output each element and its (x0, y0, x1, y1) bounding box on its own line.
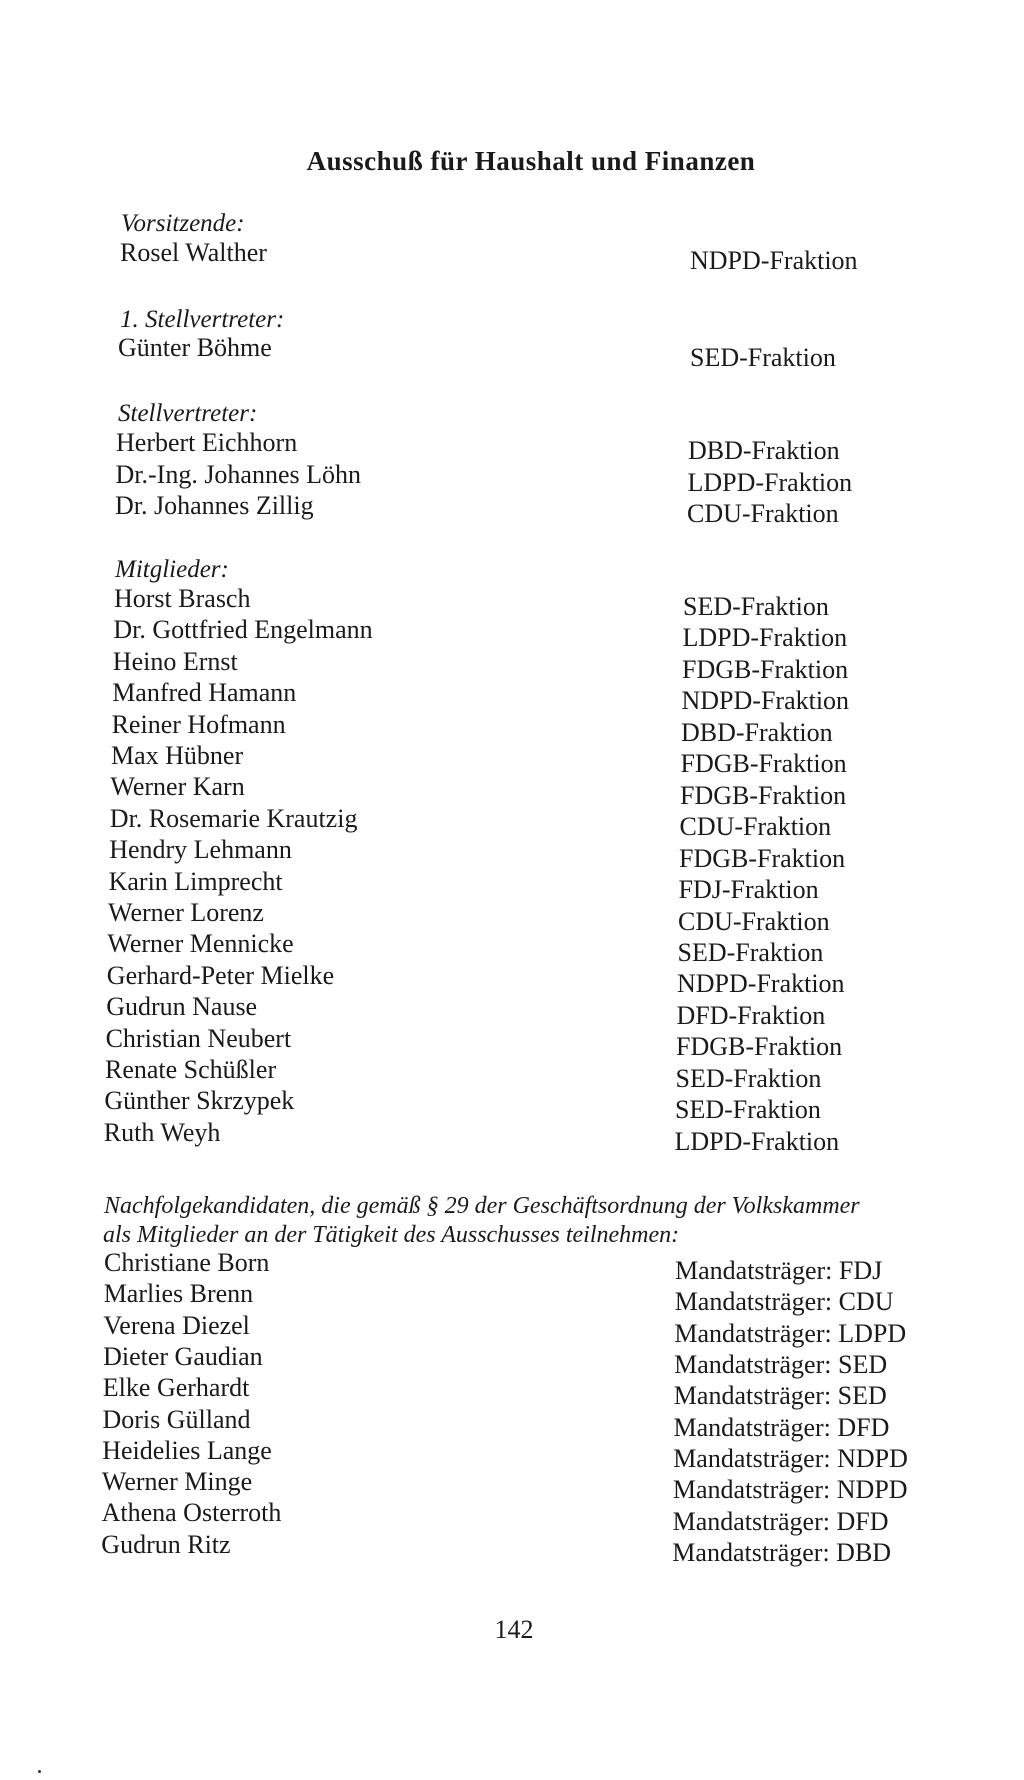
deputy-row-name: Dr. Johannes Zillig (115, 491, 314, 520)
member-row-name: Karin Limprecht (108, 866, 283, 896)
successor-row-mandate: Mandatsträger: DBD (672, 1538, 892, 1568)
successor-row-mandate: Mandatsträger: DFD (672, 1506, 889, 1536)
member-row-party: FDJ-Fraktion (678, 875, 819, 905)
deputy-row-name: Herbert Eichhorn (116, 428, 298, 457)
successor-row (0, 1341, 1024, 1380)
member-row-party: DBD-Fraktion (681, 717, 833, 747)
member-row-party: NDPD-Fraktion (677, 969, 845, 999)
member-row-party: FDGB-Fraktion (680, 749, 847, 779)
member-row-name: Gerhard-Peter Mielke (106, 960, 335, 990)
first-deputy-party: SED-Fraktion (690, 343, 836, 372)
successor-row-name: Dieter Gaudian (103, 1341, 263, 1371)
page-number: 142 (494, 1615, 534, 1644)
successor-row-name: Verena Diezel (103, 1310, 250, 1340)
deputy-row-party: CDU-Fraktion (687, 499, 839, 528)
member-row-name: Manfred Hamann (112, 678, 297, 708)
deputies-label: Stellvertreter: (118, 400, 258, 427)
member-row-party: FDGB-Fraktion (676, 1032, 843, 1062)
member-row-name: Werner Mennicke (107, 929, 294, 959)
member-row (0, 866, 1024, 905)
member-row-party: SED-Fraktion (683, 592, 829, 621)
page-title: Ausschuß für Haushalt und Finanzen (306, 146, 756, 176)
member-row (0, 646, 1024, 684)
member-row-name: Gudrun Nause (106, 992, 258, 1022)
successors-note-line2: als Mitglieder an der Tätigkeit des Ausschusses teilnehmen: (103, 1222, 680, 1248)
member-row-party: FDGB-Fraktion (679, 843, 846, 873)
first-deputy-name: Günter Böhme (118, 333, 272, 362)
member-row-name: Dr. Rosemarie Krautzig (109, 803, 358, 833)
member-row-party: CDU-Fraktion (678, 906, 830, 936)
successor-row-mandate: Mandatsträger: LDPD (674, 1318, 907, 1348)
member-row-name: Max Hübner (111, 741, 244, 770)
member-row-name: Horst Brasch (114, 584, 251, 613)
member-row (0, 1117, 1024, 1156)
deputy-row-party: DBD-Fraktion (688, 436, 840, 465)
member-row-party: CDU-Fraktion (679, 812, 832, 842)
successor-row-mandate: Mandatsträger: NDPD (673, 1444, 908, 1474)
successor-row-name: Werner Minge (101, 1467, 253, 1497)
member-row-name: Heino Ernst (112, 646, 238, 676)
member-row-party: SED-Fraktion (675, 1063, 822, 1093)
deputy-row (0, 459, 1024, 497)
member-row (0, 835, 1024, 873)
member-row (0, 803, 1024, 842)
members-label: Mitglieder: (115, 556, 229, 583)
successor-row-mandate: Mandatsträger: SED (673, 1381, 887, 1411)
member-row-party: LDPD-Fraktion (674, 1126, 840, 1156)
chair-row (0, 238, 1024, 275)
successor-row-mandate: Mandatsträger: NDPD (672, 1475, 908, 1505)
member-row-name: Günther Skrzypek (104, 1086, 295, 1116)
deputy-row-party: LDPD-Fraktion (687, 467, 853, 497)
successor-row (0, 1467, 1024, 1505)
member-row-party: FDGB-Fraktion (682, 654, 849, 684)
successor-row-name: Marlies Brenn (103, 1279, 254, 1309)
successor-row-name: Elke Gerhardt (102, 1373, 250, 1403)
member-row-name: Werner Karn (110, 772, 245, 802)
member-row-party: FDGB-Fraktion (680, 780, 847, 810)
member-row-name: Christian Neubert (105, 1023, 292, 1053)
member-row-party: DFD-Fraktion (676, 1000, 826, 1030)
successor-row-name: Heidelies Lange (102, 1435, 272, 1465)
member-row-party: SED-Fraktion (675, 1095, 821, 1125)
member-row-name: Hendry Lehmann (109, 835, 292, 865)
member-row-party: LDPD-Fraktion (682, 623, 848, 653)
successor-row (0, 1279, 1024, 1317)
successors-note-line1: Nachfolgekandidaten, die gemäß § 29 der Geschäftsordnung der Volkskammer (104, 1193, 860, 1219)
member-row (0, 1055, 1024, 1093)
successor-row (0, 1373, 1024, 1411)
successor-row (0, 1310, 1024, 1348)
successor-row (0, 1498, 1024, 1536)
member-row-name: Renate Schüßler (105, 1055, 277, 1084)
successor-row-mandate: Mandatsträger: DFD (673, 1412, 890, 1442)
chair-label: Vorsitzende: (121, 210, 245, 237)
successor-row-mandate: Mandatsträger: CDU (674, 1287, 894, 1317)
member-row (0, 960, 1024, 999)
deputy-row (0, 491, 1024, 528)
scan-speck (38, 1770, 41, 1773)
successor-row-name: Gudrun Ritz (101, 1529, 231, 1559)
deputy-row-name: Dr.-Ing. Johannes Löhn (115, 459, 362, 489)
member-row (0, 1086, 1024, 1125)
member-row-name: Werner Lorenz (108, 898, 264, 927)
first-deputy-label: 1. Stellvertreter: (120, 306, 285, 333)
successor-row-mandate: Mandatsträger: FDJ (675, 1256, 883, 1285)
chair-party: NDPD-Fraktion (690, 246, 858, 275)
member-row (0, 1023, 1024, 1062)
successor-row (0, 1404, 1024, 1442)
successor-row-name: Athena Osterroth (101, 1498, 282, 1528)
member-row-name: Reiner Hofmann (111, 709, 286, 739)
member-row (0, 992, 1024, 1030)
successor-row (0, 1248, 1024, 1285)
member-row (0, 741, 1024, 779)
first-deputy-row (0, 333, 1024, 372)
member-row-name: Dr. Gottfried Engelmann (113, 615, 373, 645)
chair-name: Rosel Walther (120, 238, 267, 267)
member-row (0, 929, 1024, 967)
member-row-name: Ruth Weyh (103, 1117, 221, 1147)
member-row-party: NDPD-Fraktion (681, 686, 850, 716)
member-row (0, 678, 1024, 716)
deputy-row (0, 428, 1024, 465)
member-row (0, 709, 1024, 747)
successor-row-name: Christiane Born (104, 1248, 270, 1277)
successor-row-name: Doris Gülland (102, 1404, 251, 1434)
successor-row-mandate: Mandatsträger: SED (674, 1350, 888, 1380)
successor-row (0, 1529, 1024, 1568)
member-row (0, 898, 1024, 936)
member-row (0, 584, 1024, 621)
member-row-party: SED-Fraktion (677, 937, 824, 967)
member-row (0, 772, 1024, 810)
member-row (0, 615, 1024, 653)
successor-row (0, 1435, 1024, 1474)
